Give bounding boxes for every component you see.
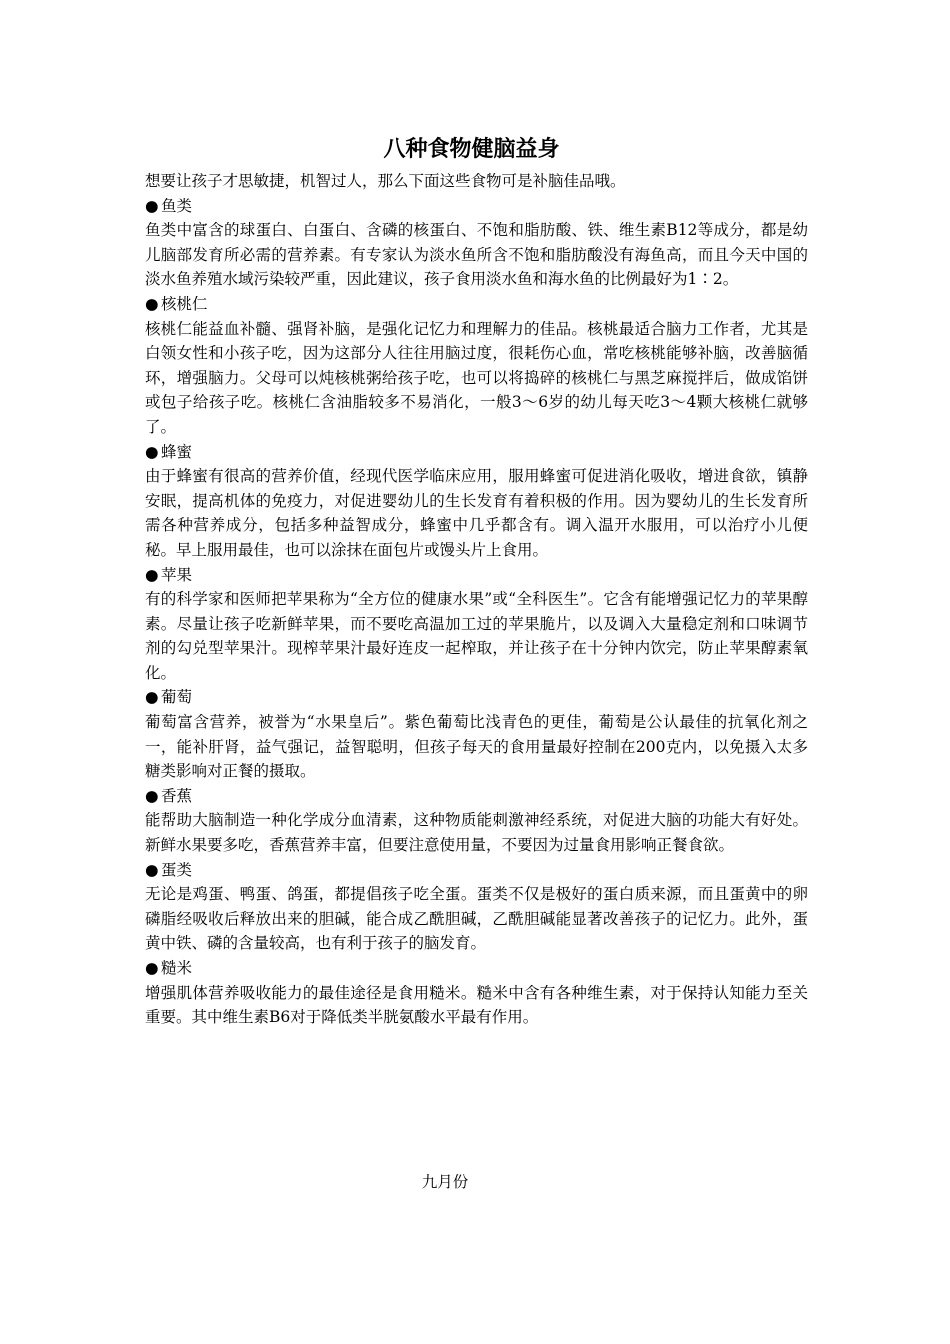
- section-honey: [145, 440, 808, 563]
- section-heading: [145, 194, 808, 219]
- bullet-icon: ●: [145, 860, 159, 879]
- section-heading: [145, 685, 808, 710]
- section-grape: [145, 685, 808, 783]
- section-heading: [145, 784, 808, 809]
- section-body: 有的科学家和医师把苹果称为“全方位的健康水果”或“全科医生”。它含有能增强记忆力的苹果醇素。尽量让孩子吃新鲜苹果，而不要吃高温加工过的苹果脆片，以及调入大量稳定剂和口味调节剂的勾兑型苹果汁。现榨苹果汁最好连皮一起榨取，并让孩子在十分钟内饮完，防止苹果醇素氧化。: [145, 590, 808, 682]
- section-heading: [145, 956, 808, 981]
- section-heading: [145, 292, 808, 317]
- section-fish: [145, 194, 808, 292]
- bullet-icon: ●: [145, 442, 159, 461]
- section-banana: [145, 784, 808, 858]
- section-body: 核桃仁能益血补髓、强肾补脑，是强化记忆力和理解力的佳品。核桃最适合脑力工作者，尤其是白领女性和小孩子吃，因为这部分人往往用脑过度，很耗伤心血，常吃核桃能够补脑，改善脑循环，增强脑力。父母可以炖核桃粥给孩子吃，也可以将捣碎的核桃仁与黑芝麻搅拌后，做成馅饼或包子给孩子吃。核桃仁含油脂较多不易消化，一般3～6岁的幼儿每天吃3～4颗大核桃仁就够了。: [145, 319, 808, 436]
- section-body: 能帮助大脑制造一种化学成分血清素，这种物质能刺激神经系统，对促进大脑的功能大有好处。新鲜水果要多吃，香蕉营养丰富，但要注意使用量，不要因为过量食用影响正餐食欲。: [145, 811, 808, 855]
- section-walnut: [145, 292, 808, 440]
- bullet-icon: ●: [145, 786, 159, 805]
- section-heading: [145, 440, 808, 465]
- section-heading: [145, 563, 808, 588]
- document-title: 八种食物健脑益身: [383, 137, 560, 162]
- section-body: 鱼类中富含的球蛋白、白蛋白、含磷的核蛋白、不饱和脂肪酸、铁、维生素B12等成分，都是幼儿脑部发育所必需的营养素。有专家认为淡水鱼所含不饱和脂肪酸没有海鱼高，而且今天中国的淡水鱼养殖水域污染较严重，因此建议，孩子食用淡水鱼和海水鱼的比例最好为1∶2。: [145, 221, 808, 289]
- section-heading-text: 苹果: [161, 565, 193, 584]
- bullet-icon: ●: [145, 196, 159, 215]
- bullet-icon: ●: [145, 294, 159, 313]
- section-eggs: [145, 858, 808, 956]
- section-heading: [145, 858, 808, 883]
- section-body: 葡萄富含营养，被誉为“水果皇后”。紫色葡萄比浅青色的更佳，葡萄是公认最佳的抗氧化剂之一，能补肝肾，益气强记，益智聪明，但孩子每天的食用量最好控制在200克内，以免摄入太多糖类影响对正餐的摄取。: [145, 713, 808, 781]
- section-body: 无论是鸡蛋、鸭蛋、鸽蛋，都提倡孩子吃全蛋。蛋类不仅是极好的蛋白质来源，而且蛋黄中的卵磷脂经吸收后释放出来的胆碱，能合成乙酰胆碱，乙酰胆碱能显著改善孩子的记忆力。此外，蛋黄中铁、磷的含量较高，也有利于孩子的脑发育。: [145, 885, 808, 953]
- section-brown-rice: [145, 956, 808, 1030]
- section-heading-text: 蛋类: [161, 860, 193, 879]
- section-heading-text: 糙米: [161, 959, 193, 977]
- section-heading-text: 葡萄: [161, 688, 193, 707]
- section-apple: [145, 563, 808, 686]
- intro-paragraph: 想要让孩子才思敏捷，机智过人，那么下面这些食物可是补脑佳品哦。: [145, 172, 626, 190]
- bullet-icon: ●: [145, 959, 159, 977]
- section-heading-text: 核桃仁: [161, 294, 208, 313]
- document-body: [145, 135, 808, 1030]
- bullet-icon: ●: [145, 688, 159, 707]
- section-body: 增强肌体营养吸收能力的最佳途径是食用糙米。糙米中含有各种维生素，对于保持认知能力至关重要。其中维生素B6对于降低类半胱氨酸水平最有作用。: [145, 983, 808, 1027]
- page-footer: 九月份: [421, 1173, 469, 1191]
- section-heading-text: 香蕉: [161, 786, 193, 805]
- section-body: 由于蜂蜜有很高的营养价值，经现代医学临床应用，服用蜂蜜可促进消化吸收，增进食欲，镇静安眠，提高机体的免疫力，对促进婴幼儿的生长发育有着积极的作用。因为婴幼儿的生长发育所需各种营养成分，包括多种益智成分，蜂蜜中几乎都含有。调入温开水服用，可以治疗小儿便秘。早上服用最佳，也可以涂抹在面包片或馒头片上食用。: [145, 467, 808, 559]
- bullet-icon: ●: [145, 565, 159, 584]
- section-heading-text: 蜂蜜: [161, 442, 193, 461]
- section-heading-text: 鱼类: [161, 196, 193, 215]
